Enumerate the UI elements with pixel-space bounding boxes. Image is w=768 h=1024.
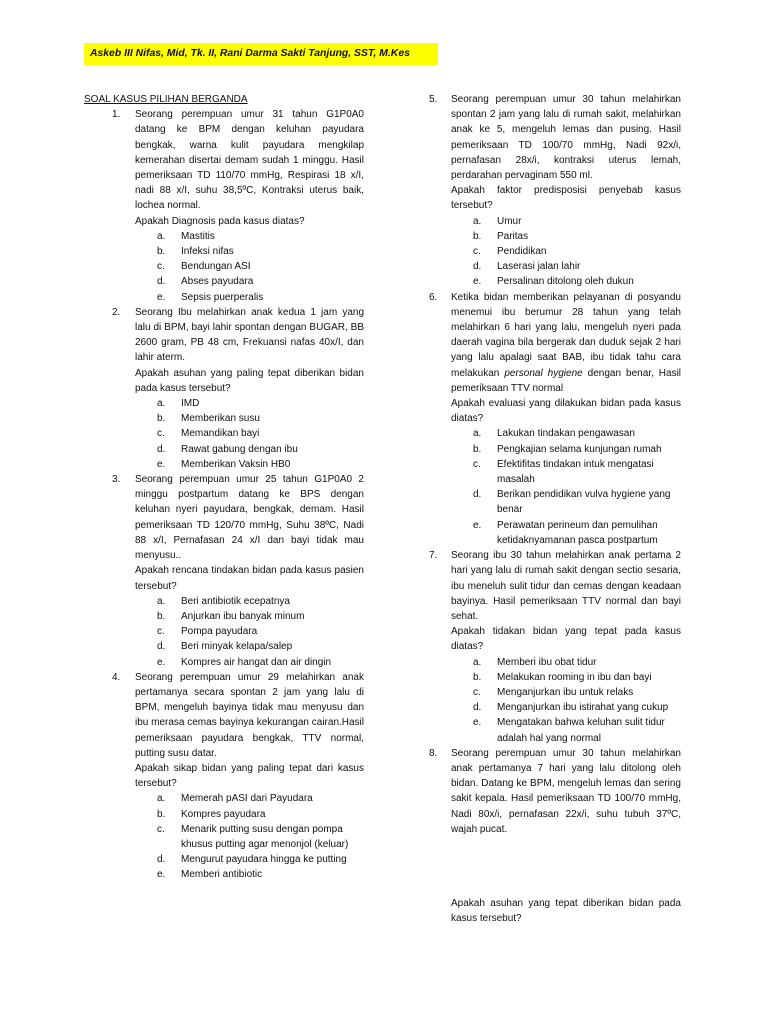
option — [451, 259, 681, 274]
option — [135, 426, 364, 441]
option-text: Paritas — [497, 230, 529, 242]
question-stem: Seorang perempuan umur 30 tahun melahirkan spontan 2 jam yang lalu di rumah sakit, melahirkan anak ke 5, mengeluh lemas dan pusing. Hasil pemeriksaan TD 100/70 mmHg, Nadi 92x/i, pernafasan 28x/i, kontraksi uterus lemah, perdarahan pervaginam 550 ml. — [451, 94, 681, 182]
question-number: 7. — [429, 550, 438, 562]
option — [135, 655, 364, 670]
option — [451, 214, 681, 229]
option-letter: a. — [157, 595, 166, 607]
option-letter: a. — [473, 428, 482, 440]
question-stem: Seorang perempuan umur 25 tahun G1P0A0 2 minggu postpartum datang ke BPS dengan keluhan nyeri payudara, bengkak, demam. Hasil pemeriksaan TD 120/70 mmHg, Suhu 38ºC, Nadi 88 x/I, Pernafasan 24 x/I dan bayi tidak mau menyusu.. — [135, 474, 364, 562]
option-letter: a. — [157, 398, 166, 410]
option-text: Menarik putting susu dengan pompa khusus putting agar menonjol (keluar) — [181, 823, 349, 850]
option — [135, 822, 364, 852]
option-text: Berikan pendidikan vulva hygiene yang benar — [497, 489, 671, 516]
option — [451, 655, 681, 670]
option-text: Efektifitas tindakan intuk mengatasi masalah — [497, 458, 654, 486]
question-prompt: Apakah sikap bidan yang paling tepat dari kasus tersebut? — [135, 762, 364, 790]
option-text: Bendungan ASI — [181, 261, 251, 273]
option — [451, 457, 681, 487]
question-stem: Seorang ibu 30 tahun melahirkan anak pertama 2 hari yang lalu di rumah sakit dengan sectio sesaria, ibu meneluh sulit tidur dan cemas dengan keadaan bayinya. Hasil pemeriksaan TTV normal dan bayi sehat. — [451, 550, 681, 622]
option-text: Memberi ibu obat tidur — [497, 656, 597, 668]
option-letter: c. — [157, 823, 165, 835]
option-text: Umur — [497, 215, 522, 227]
option-text: Mengatakan bahwa keluhan sulit tidur adalah hal yang normal — [497, 717, 665, 744]
option — [135, 609, 364, 624]
option-text: Beri minyak kelapa/salep — [181, 641, 293, 653]
option-text: Anjurkan ibu banyak minum — [181, 610, 305, 622]
question-prompt: Apakah asuhan yang tepat diberikan bidan pada kasus tersebut? — [451, 897, 681, 925]
option — [451, 229, 681, 244]
option-text: Lakukan tindakan pengawasan — [497, 428, 635, 440]
option — [451, 518, 681, 548]
option-text: Memberikan Vaksin HB0 — [181, 458, 291, 470]
option-text: Menganjurkan ibu istirahat yang cukup — [497, 702, 669, 714]
question-prompt: Apakah asuhan yang paling tepat diberikan bidan pada kasus tersebut? — [135, 367, 364, 394]
option — [135, 259, 364, 274]
option-letter: a. — [157, 793, 166, 805]
option — [135, 457, 364, 472]
question-3 — [84, 472, 364, 670]
option-text: Memberi antibiotic — [181, 869, 263, 881]
option — [135, 791, 364, 806]
header-highlight — [84, 43, 438, 65]
option — [451, 670, 681, 685]
question-8 — [425, 746, 681, 927]
option-text: Pompa payudara — [181, 626, 258, 638]
option-letter: b. — [473, 443, 482, 455]
option — [135, 244, 364, 259]
option — [451, 700, 681, 715]
question-stem — [451, 290, 681, 396]
question-number: 8. — [429, 747, 438, 759]
option-letter: d. — [157, 854, 166, 866]
question-1 — [84, 107, 364, 305]
option-text: Infeksi nifas — [181, 246, 234, 258]
option-text: Sepsis puerperalis — [181, 291, 264, 303]
option-letter: e. — [157, 869, 166, 881]
options-list — [451, 214, 681, 290]
option-letter: e. — [473, 717, 482, 729]
question-5 — [425, 92, 681, 290]
option-letter: d. — [473, 489, 482, 501]
question-prompt: Apakah faktor predisposisi penyebab kasus tersebut? — [451, 185, 681, 212]
option-text: Mastitis — [181, 230, 215, 242]
option-letter: e. — [157, 656, 166, 668]
question-7 — [425, 548, 681, 746]
option-letter: c. — [473, 458, 481, 470]
options-list — [135, 229, 364, 305]
option-letter: a. — [473, 656, 482, 668]
question-number: 4. — [112, 671, 121, 683]
question-number: 2. — [112, 306, 121, 318]
option — [451, 426, 681, 441]
option-letter: d. — [157, 276, 166, 288]
option-letter: e. — [473, 276, 482, 288]
option-text: Laserasi jalan lahir — [497, 261, 581, 273]
question-4 — [84, 670, 364, 883]
option-letter: a. — [157, 230, 166, 242]
option — [451, 685, 681, 700]
option-text: Memandikan bayi — [181, 428, 260, 440]
option-text: Pendidikan — [497, 246, 547, 258]
option-letter: c. — [157, 261, 165, 273]
question-number: 3. — [112, 474, 121, 486]
options-list — [135, 594, 364, 670]
option-text: Mengurut payudara hingga ke putting — [181, 854, 347, 866]
option-text: Kompres air hangat dan air dingin — [181, 656, 332, 668]
right-column — [425, 92, 681, 926]
option-letter: d. — [473, 261, 482, 273]
option-letter: d. — [473, 702, 482, 714]
question-number: 1. — [112, 109, 121, 121]
option-text: Persalinan ditolong oleh dukun — [497, 276, 634, 288]
option-letter: d. — [157, 641, 166, 653]
question-stem: Seorang Ibu melahirkan anak kedua 1 jam yang lalu di BPM, bayi lahir spontan dengan BUGAR, BB 2600 gram, PB 48 cm, Frekuansi nafas 40x/I, dan lahir aterm. — [135, 306, 364, 364]
question-number: 5. — [429, 94, 438, 105]
question-stem: Seorang perempuan umur 30 tahun melahirkan anak pertamanya 7 hari yang lalu ditolong oleh bidan. Datang ke BPM, mengeluh lemas dan sering sakit kepala. Hasil pemeriksaan TD 100/70 mmHg, Nadi 80x/i, pernafasan 22x/i, suhu tubuh 37ºC, wajah pucat. — [451, 747, 681, 835]
question-prompt: Apakah Diagnosis pada kasus diatas? — [135, 215, 305, 227]
header-title: Askeb III Nifas, Mid, Tk. II, Rani Darma Sakti Tanjung, SST, M.Kes — [90, 48, 410, 59]
options-list — [135, 396, 364, 472]
option-letter: b. — [157, 246, 166, 258]
option-letter: c. — [157, 428, 165, 440]
option — [135, 594, 364, 609]
option-text: Memberikan susu — [181, 413, 260, 425]
option-text: Memerah pASI dari Payudara — [181, 793, 313, 805]
option-letter: e. — [157, 291, 166, 303]
left-column — [84, 92, 364, 883]
option — [135, 807, 364, 822]
question-stem: Seorang perempuan umur 29 melahirkan anak pertamanya secara spontan 2 jam yang lalu di BPM, mengeluh bayinya tidak mau menyusu dan ibu merasa cemas bayinya kekurangan cairan.Hasil pemeriksaan payudara bengkak, TTV normal, putting susu datar. — [135, 671, 365, 759]
option-letter: e. — [473, 519, 482, 531]
option-letter: b. — [473, 230, 482, 242]
option — [451, 487, 681, 517]
option-text: IMD — [181, 398, 200, 410]
question-prompt: Apakah tidakan bidan yang tepat pada kasus diatas? — [451, 626, 681, 653]
option-letter: b. — [157, 808, 166, 820]
options-list — [451, 655, 681, 746]
stem-italic-term: personal hygiene — [504, 367, 583, 379]
option-letter: b. — [473, 671, 482, 683]
option-text: Kompres payudara — [181, 808, 266, 820]
question-prompt: Apakah evaluasi yang dilakukan bidan pada kasus diatas? — [451, 398, 681, 425]
question-prompt: Apakah rencana tindakan bidan pada kasus pasien tersebut? — [135, 565, 364, 592]
option — [135, 867, 364, 882]
question-2 — [84, 305, 364, 472]
option — [135, 852, 364, 867]
question-6 — [425, 290, 681, 548]
option-text: Beri antibiotik ecepatnya — [181, 595, 290, 607]
option-letter: b. — [157, 413, 166, 425]
question-stem: Seorang perempuan umur 31 tahun G1P0A0 datang ke BPM dengan keluhan payudara bengkak, warna kulit payudara mengkilap kemerahan disertai demam sudah 1 minggu. Hasil pemeriksaan TD 110/70 mmHg, Respirasi 18 x/I, nadi 88 x/I, suhu 38,5ºC, Kontraksi uterus baik, lochea normal. — [135, 109, 364, 212]
option-text: Pengkajian selama kunjungan rumah — [497, 443, 662, 455]
option-letter: a. — [473, 215, 482, 227]
option-letter: c. — [473, 246, 481, 258]
option-text: Melakukan rooming in ibu dan bayi — [497, 671, 652, 683]
option-text: Menganjurkan ibu untuk relaks — [497, 686, 634, 698]
option — [135, 229, 364, 244]
option — [451, 244, 681, 259]
option-letter: c. — [157, 626, 165, 638]
question-number: 6. — [429, 291, 438, 303]
option-letter: c. — [473, 686, 481, 698]
option-text: Perawatan perineum dan pemulihan ketidaknyamanan pasca postpartum — [497, 519, 658, 546]
option — [135, 624, 364, 639]
stem-text: Ketika bidan memberikan pelayanan di posyandu menemui ibu berumur 28 tahun yang telah melahirkan 6 hari yang lalu, mengeluh nyeri pada daerah vagina bila bergerak dan duduk sejak 2 hari yang lalu apalagi saat BAB, ibu tidak tahu cara melakukan — [451, 291, 681, 379]
option — [451, 715, 681, 745]
option-letter: d. — [157, 443, 166, 455]
option-text: Abses payudara — [181, 276, 254, 288]
option — [135, 411, 364, 426]
option — [135, 290, 364, 305]
option — [135, 274, 364, 289]
blank-space — [451, 837, 681, 896]
option-letter: e. — [157, 458, 166, 470]
options-list — [135, 791, 364, 882]
option — [135, 396, 364, 411]
options-list — [451, 426, 681, 548]
option — [451, 274, 681, 289]
option-letter: b. — [157, 610, 166, 622]
option — [451, 442, 681, 457]
option — [135, 442, 364, 457]
option-text: Rawat gabung dengan ibu — [181, 443, 298, 455]
stem-text: dengan benar, Hasil pemeriksaan TTV normal — [451, 367, 682, 394]
section-title: SOAL KASUS PILIHAN BERGANDA — [84, 94, 248, 105]
option — [135, 639, 364, 654]
